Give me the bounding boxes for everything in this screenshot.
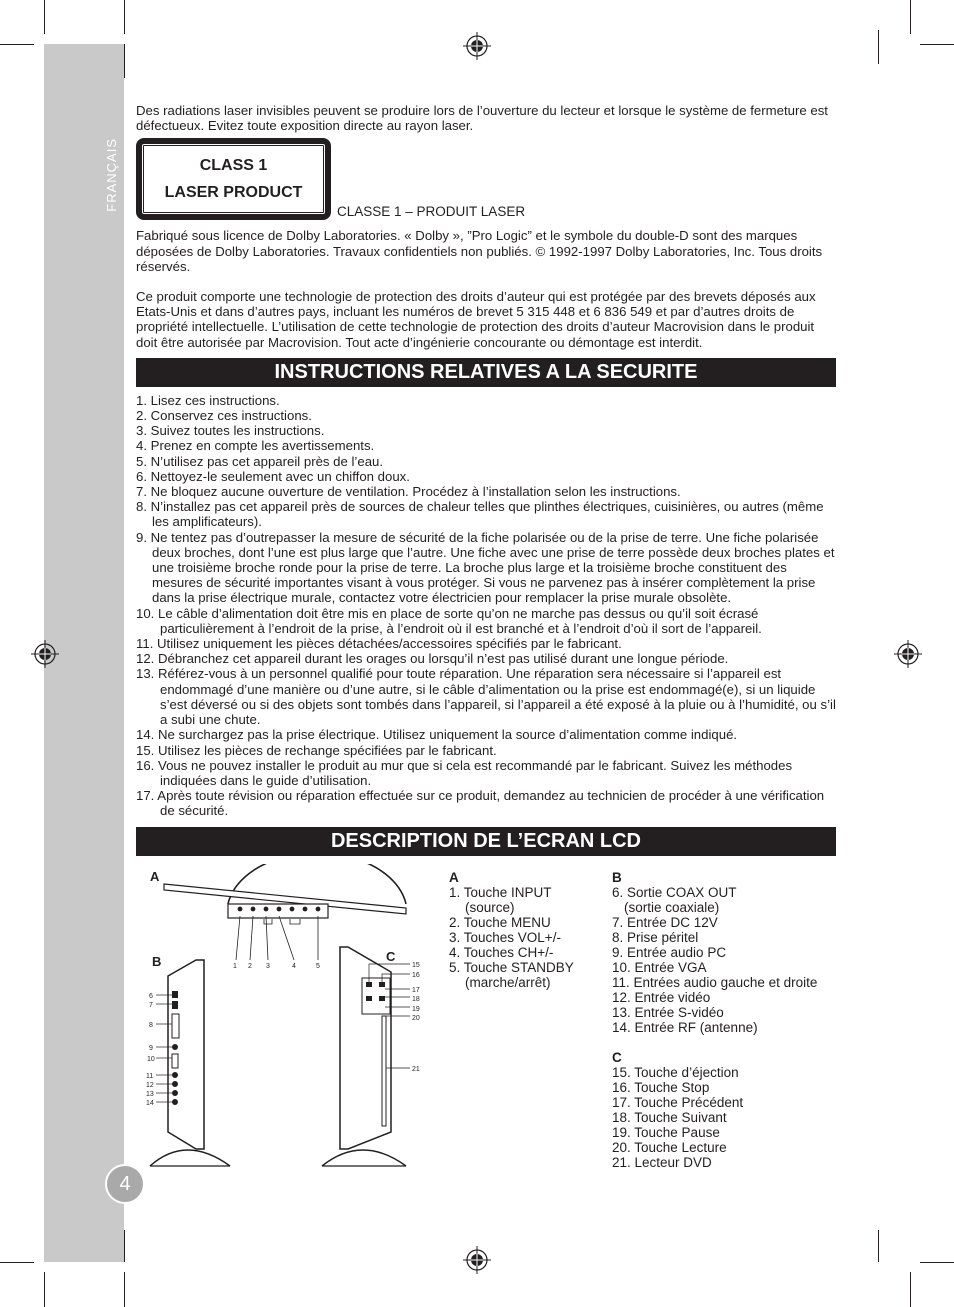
laser-label-row <box>136 142 836 220</box>
list-item: 6. Nettoyez-le seulement avec un chiffon doux. <box>136 468 410 484</box>
crop-mark <box>878 1230 879 1262</box>
port <box>172 1072 178 1078</box>
language-label: FRANÇAIS <box>104 138 119 212</box>
side-callout-number: 21 <box>412 1065 420 1073</box>
legend-item: 19. Touche Pause <box>612 1124 720 1140</box>
side-callout-number: 19 <box>412 1005 420 1013</box>
crop-mark <box>910 1272 911 1307</box>
safety-section-title: INSTRUCTIONS RELATIVES A LA SECURITE <box>136 358 836 387</box>
top-callout-number: 5 <box>316 962 320 970</box>
list-item: 3. Suivez toutes les instructions. <box>136 423 325 439</box>
legend-column-a <box>449 870 609 990</box>
crop-mark <box>44 1272 45 1307</box>
legend-item: 11. Entrées audio gauche et droite <box>612 974 818 990</box>
crop-mark <box>920 44 954 45</box>
side-callout-number: 15 <box>412 961 420 969</box>
legend-item-detail: (marche/arrêt) <box>465 974 551 990</box>
crop-mark <box>44 0 45 34</box>
registration-mark-icon <box>463 1246 491 1274</box>
legend-item: 14. Entrée RF (antenne) <box>612 1019 758 1035</box>
top-button <box>316 906 321 911</box>
legend-column-b <box>612 870 842 1170</box>
dvd-button <box>366 996 372 1001</box>
top-callout-number: 4 <box>292 962 296 970</box>
side-callout-number: 10 <box>147 1055 155 1063</box>
legend-heading-b: B <box>612 869 622 885</box>
lcd-section-title: DESCRIPTION DE L’ECRAN LCD <box>136 827 836 856</box>
crop-mark <box>124 1272 125 1307</box>
legend-item: 18. Touche Suivant <box>612 1109 727 1125</box>
legend-item: 7. Entrée DC 12V <box>612 914 718 930</box>
list-item: 2. Conservez ces instructions. <box>136 408 312 424</box>
side-callout-number: 20 <box>412 1014 420 1022</box>
list-item: 7. Ne bloquez aucune ouverture de ventilation. Procédez à l’installation selon les instructions. <box>136 484 681 500</box>
legend-item: 10. Entrée VGA <box>612 959 707 975</box>
list-item: 12. Débranchez cet appareil durant les orages ou lorsqu’il n’est pas utilisé durant une longue période. <box>136 651 729 667</box>
top-button <box>264 906 269 911</box>
side-callout-number: 18 <box>412 995 420 1003</box>
list-item: 9. Ne tentez pas d’outrepasser la mesure de sécurité de la fiche polarisée ou de la prise de terre. Une fiche polarisée deux broches, dont l’une est plus large que l’autre. Une fiche avec une prise de terre possède deux broches plates et une troisième broche ronde pour la prise de terre. La broche plus large et la troisième broche constituent des mesures de sécurité importantes visant à vous protéger. Si vous ne parvenez pas à insérer complètement la prise dans la prise électrique murale, contactez votre électricien pour remplacer la prise murale obsolète. <box>136 529 835 606</box>
crop-mark <box>878 30 879 64</box>
registration-mark-icon <box>31 640 59 668</box>
side-callout-number: 9 <box>149 1044 153 1052</box>
crop-mark <box>124 0 125 34</box>
laser-label-line1: CLASS 1 <box>199 157 268 175</box>
lcd-description <box>136 862 836 1192</box>
side-callout-number: 14 <box>146 1099 154 1107</box>
laser-label-line2: LASER PRODUCT <box>164 184 303 202</box>
list-item: 4. Prenez en compte les avertissements. <box>136 438 375 454</box>
port <box>172 1090 178 1096</box>
laser-warning-text: Des radiations laser invisibles peuvent se produire lors de l’ouverture du lecteur et lorsque le système de fermeture est défectueux. Evitez toute exposition directe au rayon laser. <box>136 103 828 134</box>
tv-stand-base-b <box>150 1150 230 1166</box>
list-item: 8. N’installez pas cet appareil près de sources de chaleur telles que plinthes électriques, cuisinières, ou autres (même les amplificateurs). <box>136 499 824 530</box>
port <box>172 1081 178 1087</box>
crop-mark <box>124 44 125 78</box>
list-item: 5. N’utilisez pas cet appareil près de l’eau. <box>136 453 384 469</box>
legend-item: 5. Touche STANDBY <box>449 959 574 975</box>
dvd-slot <box>382 1016 386 1126</box>
list-item: 15. Utilisez les pièces de rechange spécifiées par le fabricant. <box>136 742 497 758</box>
dolby-notice: Fabriqué sous licence de Dolby Laboratories. « Dolby », ”Pro Logic” et le symbole du double-D sont des marques déposées de Dolby Laboratories. Travaux confidentiels non publiés. © 1992-1997 Dolby Laboratories, Inc. Tous droits réservés. <box>136 228 823 274</box>
port <box>172 1099 178 1105</box>
legend-item: 3. Touches VOL+/- <box>449 929 561 945</box>
dvd-button <box>366 982 372 987</box>
legend-item: 16. Touche Stop <box>612 1079 710 1095</box>
list-item: 13. Référez-vous à un personnel qualifié pour toute réparation. Une réparation sera nécessaire si l’appareil est endommagé d’une manière ou d’une autre, si le câble d’alimentation ou la prise est endommagé(e), si un liquide s’est déversé ou si des objets sont tombés dans l’appareil, si l’appareil a été exposé à la pluie ou à l’humidité, ou s’il a subi une chute. <box>136 666 836 728</box>
list-item: 17. Après toute révision ou réparation effectuée sur ce produit, demandez au technicien de procéder à une vérification de sécurité. <box>136 788 825 819</box>
page-content <box>136 103 836 1192</box>
diagram-label-b: B <box>152 953 162 969</box>
legend-item: 13. Entrée S-vidéo <box>612 1004 724 1020</box>
legend-item-detail: (source) <box>465 899 515 915</box>
diagram-label-c: C <box>386 948 396 964</box>
port <box>172 991 178 998</box>
legend-item: 15. Touche d’éjection <box>612 1064 739 1080</box>
legend-item: 4. Touches CH+/- <box>449 944 554 960</box>
legend-item: 12. Entrée vidéo <box>612 989 711 1005</box>
side-callout-number: 11 <box>146 1072 154 1080</box>
class1-laser-label <box>136 138 331 220</box>
side-callout-number: 7 <box>149 1001 153 1009</box>
side-callout-number: 12 <box>146 1081 154 1089</box>
top-callout-number: 3 <box>266 962 270 970</box>
top-callout-number: 1 <box>233 962 237 970</box>
vga-port <box>172 1054 178 1068</box>
macrovision-notice: Ce produit comporte une technologie de protection des droits d’auteur qui est protégée par des brevets déposés aux Etats-Unis et dans d’autres pays, incluant les numéros de brevet 5 315 448 et 6 836 549 et par d’autres droits de propriété intellectuelle. L’utilisation de cette technologie de protection des droits d’auteur Macrovision dans le produit doit être autorisée par Macrovision. Tout acte d’ingénierie concourante ou démontage est interdit. <box>136 289 816 350</box>
registration-mark-icon <box>894 640 922 668</box>
top-button <box>277 906 282 911</box>
dvd-button <box>379 996 385 1001</box>
crop-mark <box>920 1262 954 1263</box>
side-callout-number: 17 <box>412 986 420 994</box>
tv-stand-base-c <box>322 1150 406 1166</box>
diagram-label-a: A <box>150 868 160 884</box>
dvd-button <box>379 982 385 987</box>
list-item: 14. Ne surchargez pas la prise électrique. Utilisez uniquement la source d’alimentation comme indiqué. <box>136 727 738 743</box>
top-button <box>251 906 256 911</box>
legend-item: 6. Sortie COAX OUT <box>612 884 737 900</box>
registration-mark-icon <box>463 32 491 60</box>
crop-mark <box>910 0 911 34</box>
laser-caption: CLASSE 1 – PRODUIT LASER <box>337 204 526 220</box>
legend-item: 20. Touche Lecture <box>612 1139 727 1155</box>
side-callout-number: 16 <box>412 971 420 979</box>
top-button <box>303 906 308 911</box>
legend-item: 17. Touche Précédent <box>612 1094 744 1110</box>
crop-mark <box>0 1262 34 1263</box>
list-item: 11. Utilisez uniquement les pièces détachées/accessoires spécifiés par le fabricant. <box>136 636 622 652</box>
top-callout-number: 2 <box>248 962 252 970</box>
port <box>172 1001 178 1009</box>
legend-heading-a: A <box>449 869 459 885</box>
port <box>172 1044 178 1050</box>
top-callout-lines <box>236 916 318 960</box>
legend-item-detail: (sortie coaxiale) <box>624 899 720 915</box>
top-button <box>238 906 243 911</box>
legend-item: 21. Lecteur DVD <box>612 1154 712 1170</box>
legend-item: 8. Prise péritel <box>612 929 699 945</box>
list-item: 10. Le câble d’alimentation doit être mis en place de sorte qu’on ne marche pas dessus ou qu’il soit écrasé particulièrement à l’endroit de la prise, à l’endroit où il est branché et à l’endroit d’où il sort de l’appareil. <box>136 605 762 636</box>
legend-heading-c: C <box>612 1049 622 1065</box>
legend-item: 2. Touche MENU <box>449 914 551 930</box>
legend-item: 9. Entrée audio PC <box>612 944 727 960</box>
scart-port <box>172 1014 179 1038</box>
page-number: 4 <box>105 1164 145 1204</box>
top-button <box>290 906 295 911</box>
list-item: 16. Vous ne pouvez installer le produit au mur que si cela est recommandé par le fabricant. Suivez les méthodes indiquées dans le guide d’utilisation. <box>136 757 793 788</box>
lcd-tv-diagram <box>136 864 436 1184</box>
side-callout-number: 6 <box>149 992 153 1000</box>
crop-mark <box>124 1230 125 1262</box>
list-item: 1. Lisez ces instructions. <box>136 392 280 408</box>
side-callout-number: 13 <box>146 1090 154 1098</box>
crop-mark <box>0 44 34 45</box>
legend-item: 1. Touche INPUT <box>449 884 552 900</box>
safety-instructions-list <box>136 393 836 819</box>
side-callout-number: 8 <box>149 1021 153 1029</box>
